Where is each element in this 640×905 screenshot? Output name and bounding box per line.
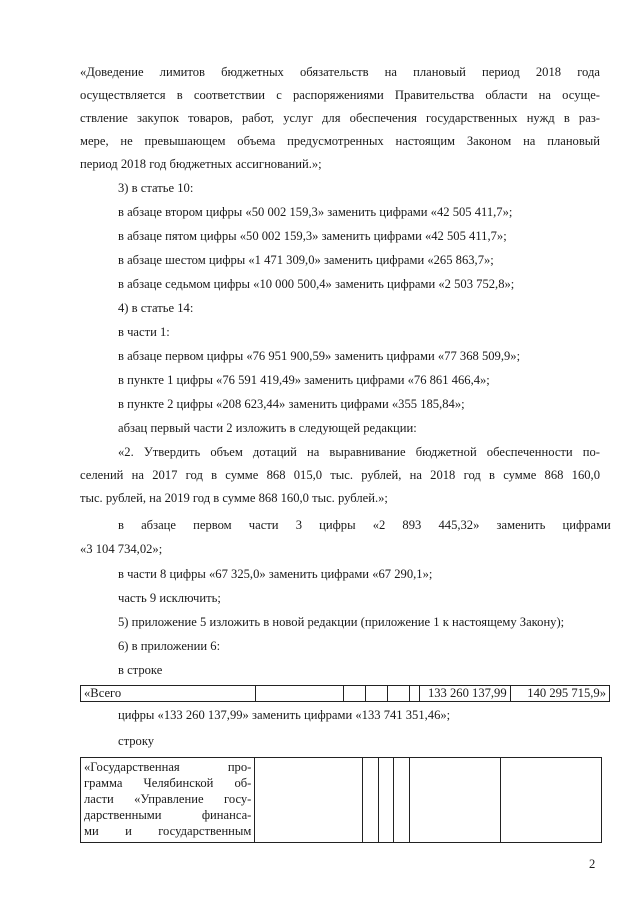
paragraph-line: в абзаце шестом цифры «1 471 309,0» заменить цифрами «265 863,7»; bbox=[118, 253, 494, 267]
paragraph-line: часть 9 исключить; bbox=[118, 591, 221, 605]
paragraph-line: в части 1: bbox=[118, 325, 170, 339]
paragraph-line: 5) приложение 5 изложить в новой редакции (приложение 1 к настоящему Закону); bbox=[118, 615, 565, 629]
total-row-table bbox=[80, 685, 610, 702]
paragraph-line: 6) в приложении 6: bbox=[118, 639, 221, 653]
cell-line: ми и государственным bbox=[84, 824, 252, 838]
table-cell bbox=[394, 758, 410, 843]
cell-line: дарственными финанса- bbox=[84, 808, 252, 822]
table-cell bbox=[362, 758, 378, 843]
paragraph-line: «3 104 734,02»; bbox=[80, 542, 163, 556]
paragraph-line: в абзаце седьмом цифры «10 000 500,4» заменить цифрами «2 503 752,8»; bbox=[118, 277, 515, 291]
paragraph-line: в строке bbox=[118, 663, 163, 677]
paragraph-line: селений на 2017 год в сумме 868 015,0 тыс. рублей, на 2018 год в сумме 868 160,0 bbox=[80, 468, 600, 482]
cell-line: грамма Челябинской об- bbox=[84, 776, 252, 790]
paragraph-line: абзац первый части 2 изложить в следующей редакции: bbox=[118, 421, 417, 435]
table-cell: 133 260 137,99 bbox=[419, 686, 510, 702]
paragraph-line: 4) в статье 14: bbox=[118, 301, 194, 315]
paragraph-line: «Доведение лимитов бюджетных обязательств на плановый период 2018 года bbox=[80, 65, 600, 79]
paragraph-line: ствление закупок товаров, работ, услуг для обеспечения государственных нужд в раз- bbox=[80, 111, 600, 125]
paragraph-line: в абзаце первом части 3 цифры «2 893 445,32» заменить цифрами bbox=[118, 518, 611, 532]
paragraph-line: в части 8 цифры «67 325,0» заменить цифрами «67 290,1»; bbox=[118, 567, 433, 581]
cell-line: ласти «Управление госу- bbox=[84, 792, 252, 806]
table-cell bbox=[255, 758, 363, 843]
cell-line: «Государственная про- bbox=[84, 760, 252, 774]
program-row-table bbox=[80, 757, 602, 843]
program-name-cell bbox=[81, 758, 255, 843]
table-cell bbox=[388, 686, 410, 702]
paragraph-line: 3) в статье 10: bbox=[118, 181, 194, 195]
paragraph-line: период 2018 год бюджетных ассигнований.»; bbox=[80, 157, 322, 171]
paragraph-line: мере, не превышающем объема предусмотренных настоящим Законом на плановый bbox=[80, 134, 600, 148]
paragraph-line: «2. Утвердить объем дотаций на выравнивание бюджетной обеспеченности по- bbox=[118, 445, 600, 459]
table-cell bbox=[344, 686, 366, 702]
table-cell: 140 295 715,9» bbox=[510, 686, 609, 702]
table-cell bbox=[410, 686, 419, 702]
paragraph-line: строку bbox=[118, 734, 155, 748]
table-cell bbox=[378, 758, 394, 843]
table-cell bbox=[500, 758, 601, 843]
paragraph-line: в пункте 1 цифры «76 591 419,49» заменить цифрами «76 861 466,4»; bbox=[118, 373, 490, 387]
paragraph-line: в пункте 2 цифры «208 623,44» заменить цифрами «355 185,84»; bbox=[118, 397, 465, 411]
table-cell bbox=[366, 686, 388, 702]
table-cell bbox=[255, 686, 344, 702]
paragraph-line: цифры «133 260 137,99» заменить цифрами «133 741 351,46»; bbox=[118, 708, 451, 722]
page-number: 2 bbox=[589, 857, 596, 871]
paragraph-line: в абзаце пятом цифры «50 002 159,3» заменить цифрами «42 505 411,7»; bbox=[118, 229, 507, 243]
paragraph-line: в абзаце втором цифры «50 002 159,3» заменить цифрами «42 505 411,7»; bbox=[118, 205, 513, 219]
paragraph-line: осуществляется в соответствии с распоряжениями Правительства области на осуще- bbox=[80, 88, 600, 102]
paragraph-line: в абзаце первом цифры «76 951 900,59» заменить цифрами «77 368 509,9»; bbox=[118, 349, 521, 363]
table-cell: «Всего bbox=[81, 686, 256, 702]
table-cell bbox=[409, 758, 500, 843]
paragraph-line: тыс. рублей, на 2019 год в сумме 868 160,0 тыс. рублей.»; bbox=[80, 491, 388, 505]
